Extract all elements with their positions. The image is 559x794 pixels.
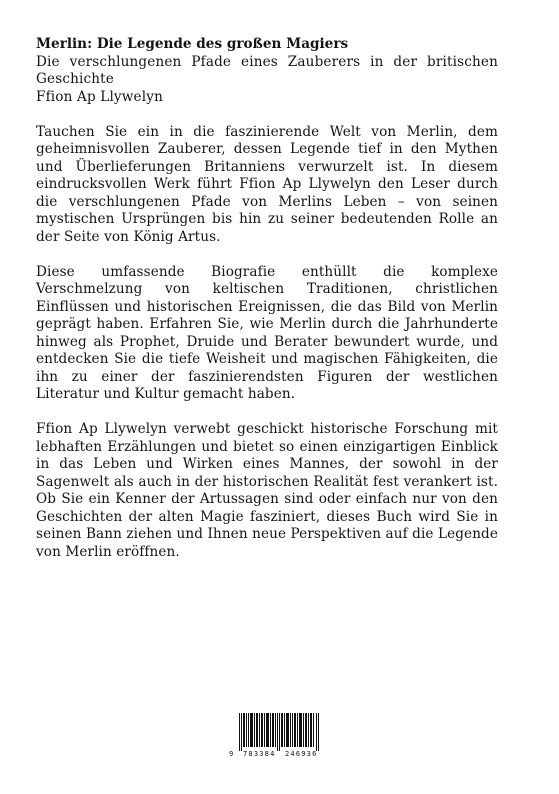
barcode-first-digit: 9 xyxy=(229,750,234,758)
barcode-left-digits: 783384 xyxy=(243,750,276,758)
barcode-bars-graphic xyxy=(239,713,321,751)
book-author: Ffion Ap Llywelyn xyxy=(36,88,163,105)
back-cover-text xyxy=(36,36,498,561)
blurb-paragraph-2: Diese umfassende Biografie enthüllt die komplexe Verschmelzung von keltischen Traditionen, christlichen Einflüssen und historischen Ereignissen, die das Bild von Merlin geprägt haben. Erfahren Sie, wie Merlin durch die Jahrhunderte hinweg als Prophet, Druide und Berater bewundert wurde, und entdecken Sie die tiefe Weisheit und magischen Fähigkeiten, die ihn zu einer der faszinierendsten Figuren der westlichen Literatur und Kultur gemacht haben. xyxy=(36,263,498,402)
book-title: Merlin: Die Legende des großen Magiers xyxy=(36,36,349,52)
book-subtitle: Die verschlungenen Pfade eines Zauberers in der britischen Geschichte xyxy=(36,53,498,87)
blurb-paragraph-3: Ffion Ap Llywelyn verwebt geschickt historische Forschung mit lebhaften Erzählungen und bietet so einen einzigartigen Einblick in das Leben und Wirken eines Mannes, der sowohl in der Sagenwelt als auch in der historischen Realität fest verankert ist. Ob Sie ein Kenner der Artussagen sind oder einfach nur von den Geschichten der alten Magie fasziniert, dieses Buch wird Sie in seinen Bann ziehen und Ihnen neue Perspektiven auf die Legende von Merlin eröffnen. xyxy=(36,421,498,560)
barcode-right-digits: 246936 xyxy=(285,750,318,758)
blurb-paragraph-1: Tauchen Sie ein in die faszinierende Welt von Merlin, dem geheimnisvollen Zauberer, dessen Legende tief in den Mythen und Überlieferungen Britanniens verwurzelt ist. In diesem eindrucksvollen Werk führt Ffion Ap Llywelyn den Leser durch die verschlungenen Pfade von Merlins Leben – von seinen mystischen Ursprüngen bis hin zu seiner bedeutenden Rolle an der Seite von König Artus. xyxy=(36,123,498,245)
isbn-barcode xyxy=(229,713,329,763)
